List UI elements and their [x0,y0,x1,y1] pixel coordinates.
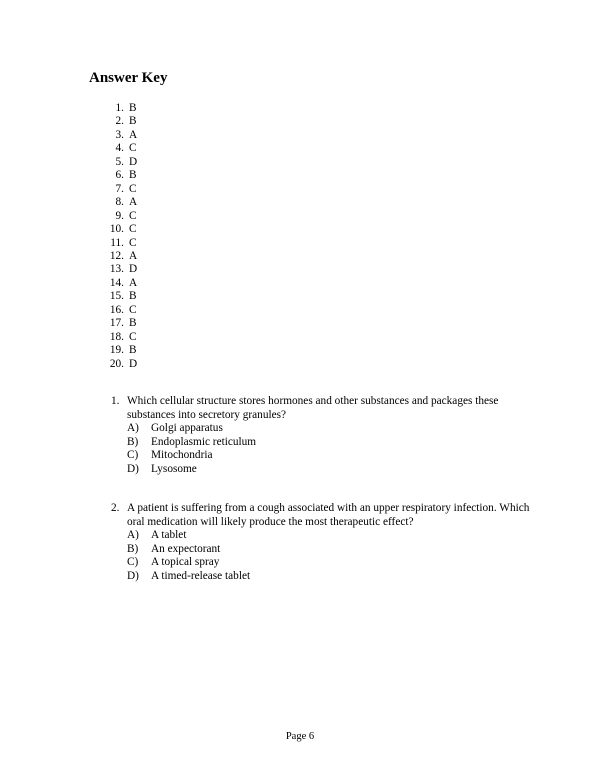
option-letter: A) [127,422,139,434]
answer-key-item [102,290,137,303]
answer-option [127,422,531,436]
option-letter: B) [127,435,139,448]
option-text: A topical spray [151,556,220,568]
answer-number: 18. [109,330,124,343]
option-text: Mitochondria [151,449,213,461]
page-title: Answer Key [89,70,168,86]
answer-letter: B [129,102,137,114]
answer-number: 15. [109,290,124,303]
answer-option [127,529,531,543]
answer-option [127,463,531,477]
answer-letter: A [129,249,138,262]
answer-letter: C [129,142,137,155]
answer-number: 13. [109,263,124,276]
answer-number: 17. [109,317,124,330]
option-text: Lysosome [151,462,197,475]
answer-letter: A [129,196,138,209]
option-text: Endoplasmic reticulum [151,435,257,448]
answer-letter: C [129,223,137,236]
option-text: An expectorant [151,542,221,555]
answer-letter: B [129,169,137,182]
answer-key-item [102,223,137,236]
option-text: A timed-release tablet [151,569,251,582]
option-text: Golgi apparatus [151,422,223,434]
answer-key-item [102,331,137,344]
answer-number: 4. [115,142,124,155]
answer-options [127,529,531,583]
answer-letter: C [129,209,137,222]
answer-number: 6. [115,169,124,182]
answer-number: 1. [115,102,124,114]
answer-key-item [102,210,137,223]
answer-key-item [102,304,137,317]
answer-number: 5. [115,155,124,168]
option-letter: B) [127,542,139,555]
answer-key-item [102,115,137,128]
answer-letter: B [129,290,137,303]
answer-letter: D [129,263,138,276]
answer-key-item [102,277,137,290]
answer-key-item [102,317,137,330]
answer-number: 7. [115,182,124,195]
answer-letter: D [129,357,138,370]
answer-letter: C [129,303,137,316]
answer-key-item [102,169,137,182]
answer-key-item [102,263,137,276]
answer-key-list [102,102,137,371]
answer-letter: C [129,330,137,343]
question-stem [111,395,531,422]
answer-letter: C [129,236,137,249]
answer-number: 10. [109,223,124,236]
answer-letter: B [129,317,137,330]
answer-letter: A [129,128,138,141]
answer-key-item [102,358,137,371]
answer-option [127,436,531,450]
answer-letter: C [129,182,137,195]
answer-option [127,570,531,584]
page-number: Page 6 [285,731,315,742]
question-number: 2. [111,502,120,514]
question-text: A patient is suffering from a cough associated with an upper respiratory infection. Which oral medication will likely produce the most therapeutic effect? [127,502,530,528]
answer-number: 16. [109,303,124,316]
answer-key-item [102,196,137,209]
answer-number: 12. [109,249,124,262]
option-letter: C) [127,449,139,461]
answer-key-item [102,250,137,263]
answer-letter: A [129,276,138,289]
answer-letter: D [129,155,138,168]
answer-letter: B [129,115,137,128]
option-letter: C) [127,556,139,568]
answer-options [127,422,531,476]
option-text: A tablet [151,529,187,541]
answer-number: 3. [115,128,124,141]
answer-option [127,556,531,570]
option-letter: A) [127,529,139,541]
answer-option [127,449,531,463]
answer-number: 11. [110,236,124,249]
answer-number: 14. [109,276,124,289]
question-2 [111,502,531,583]
answer-key-item [102,102,137,115]
question-1 [111,395,531,476]
answer-number: 9. [115,209,124,222]
question-text: Which cellular structure stores hormones and other substances and packages these substances into secretory granules? [127,395,499,421]
answer-key-item [102,156,137,169]
answer-letter: B [129,344,137,357]
option-letter: D) [127,462,139,475]
answer-option [127,543,531,557]
answer-number: 2. [115,115,124,128]
answer-key-item [102,129,137,142]
question-number: 1. [111,395,120,407]
answer-number: 20. [109,357,124,370]
answer-key-item [102,237,137,250]
answer-number: 8. [115,196,124,209]
answer-key-item [102,183,137,196]
answer-key-item [102,142,137,155]
question-stem [111,502,531,529]
option-letter: D) [127,569,139,582]
answer-number: 19. [109,344,124,357]
answer-key-item [102,344,137,357]
